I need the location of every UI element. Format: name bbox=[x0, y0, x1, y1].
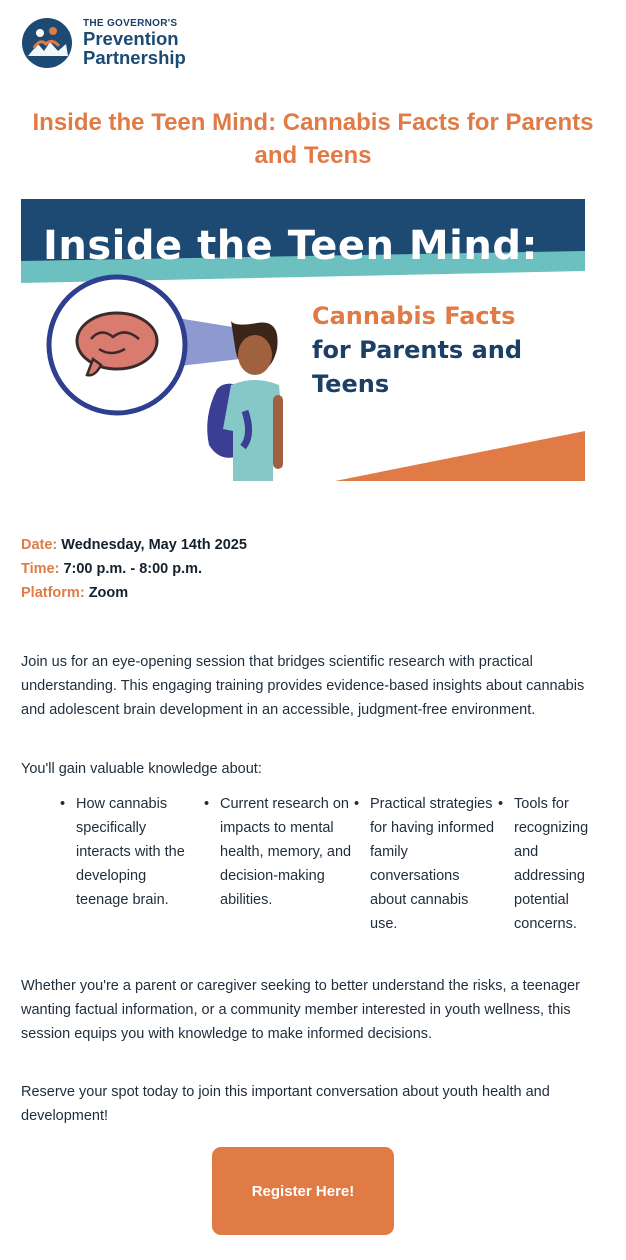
banner-sub-line2: for Parents and bbox=[312, 336, 523, 364]
date-row bbox=[21, 533, 247, 557]
gain-intro: You'll gain valuable knowledge about: bbox=[21, 761, 262, 777]
list-item: • Current research on impacts to mental health, memory, and decision-making abilities. bbox=[202, 792, 352, 936]
event-details bbox=[21, 533, 247, 605]
banner-subheading bbox=[312, 299, 522, 401]
platform-value: Zoom bbox=[88, 585, 129, 601]
prevention-partnership-logo-icon bbox=[22, 18, 72, 68]
list-item: • How cannabis specifically interacts with the developing teenage brain. bbox=[58, 792, 202, 936]
platform-row bbox=[21, 581, 247, 605]
logo-line3: Partnership bbox=[83, 47, 186, 68]
event-banner bbox=[21, 199, 585, 481]
knowledge-list bbox=[58, 792, 598, 936]
date-label: Date: bbox=[21, 537, 58, 553]
logo-line1: THE GOVERNOR'S bbox=[83, 17, 178, 29]
banner-sub-line3: Teens bbox=[312, 370, 390, 398]
audience-paragraph: Whether you're a parent or caregiver seeking to better understand the risks, a teenager wanting factual information, or a community member interested in youth wellness, this session equips you with knowledge to make informed decisions. bbox=[21, 978, 580, 1042]
page-title: Inside the Teen Mind: Cannabis Facts for Parents and Teens bbox=[32, 109, 594, 169]
date-value: Wednesday, May 14th 2025 bbox=[61, 537, 247, 553]
list-item: • Practical strategies for having informed family conversations about cannabis use. bbox=[352, 792, 496, 936]
cta-paragraph: Reserve your spot today to join this important conversation about youth health and development! bbox=[21, 1084, 550, 1124]
register-button[interactable]: Register Here! bbox=[212, 1147, 394, 1235]
banner-heading: Inside the Teen Mind: bbox=[43, 223, 538, 269]
banner-sub-line1: Cannabis Facts bbox=[312, 302, 516, 330]
time-label: Time: bbox=[21, 561, 60, 577]
time-row bbox=[21, 557, 247, 581]
logo bbox=[22, 18, 186, 68]
logo-line2: Prevention bbox=[83, 27, 179, 49]
list-item: • Tools for recognizing and addressing potential concerns. bbox=[496, 792, 596, 936]
intro-paragraph: Join us for an eye-opening session that bridges scientific research with practical understanding. This engaging training provides evidence-based insights about cannabis and adolescent brain development in an accessible, judgment-free environment. bbox=[21, 654, 585, 718]
platform-label: Platform: bbox=[21, 585, 85, 601]
time-value: 7:00 p.m. - 8:00 p.m. bbox=[63, 561, 203, 577]
